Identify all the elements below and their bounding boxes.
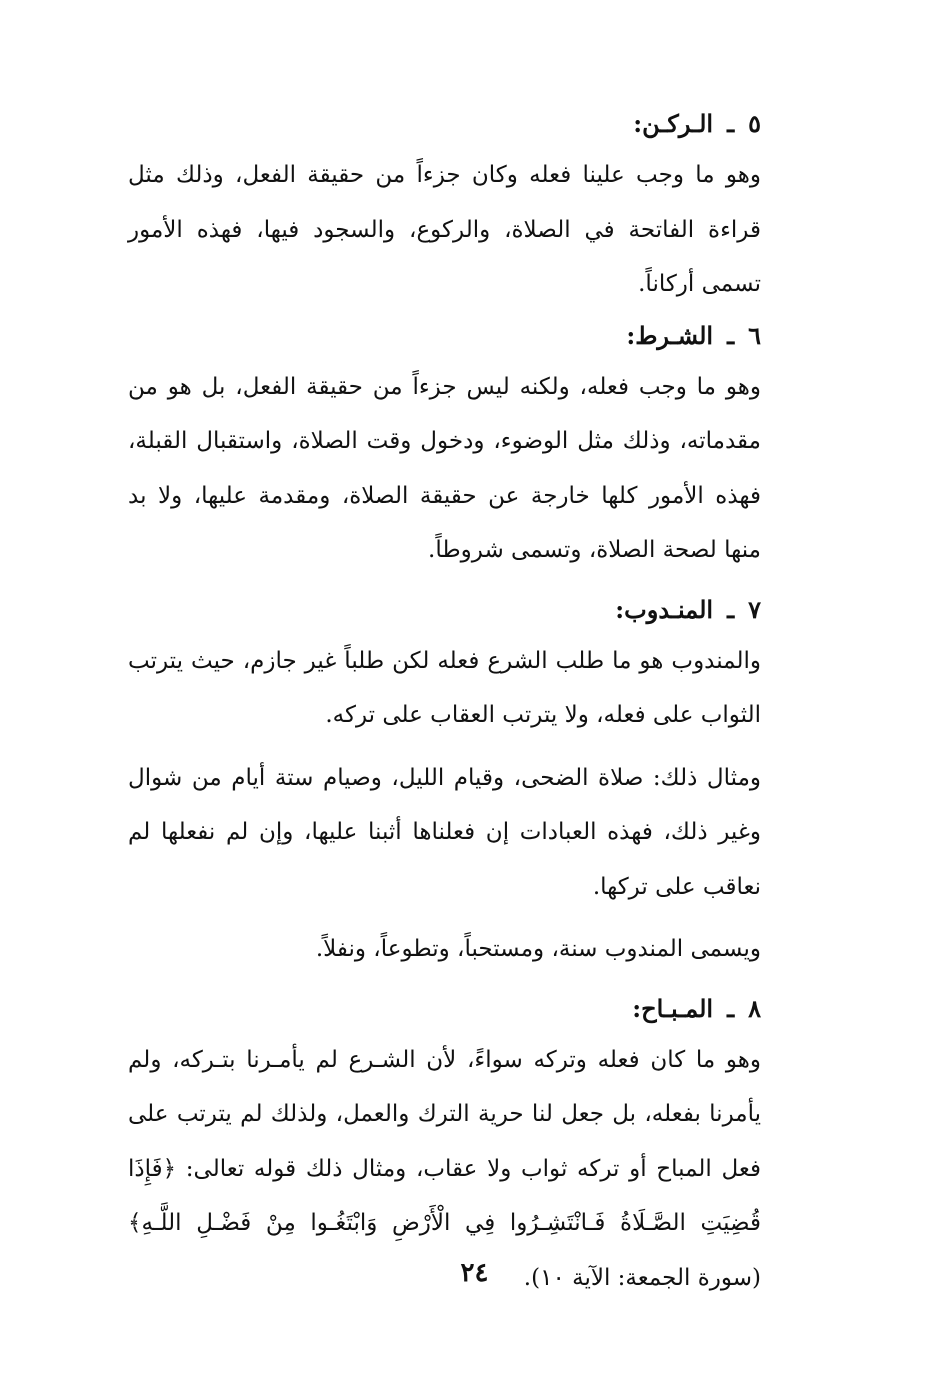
section-heading — [128, 100, 761, 148]
paragraph: وهو ما وجب فعله، ولكنه ليس جزءاً من حقيقة الفعل، بل هو من مقدماته، وذلك مثل الوضوء، ودخول وقت الصلاة، واستقبال القبلة، فهذه الأمور كلها خارجة عن حقيقة الصلاة، ومقدمة عليها، ولا بد منها لصحة الصلاة، وتسمى شروطاً. — [128, 373, 761, 563]
paragraph: وهو ما كان فعله وتركه سواءً، لأن الشـرع لم يأمـرنا بتـركه، ولم يأمرنا بفعله، بل جعل لنا حرية الترك والعمل، ولذلك لم يترتب على فعل المباح أو تركه ثواب ولا عقاب، ومثال ذلك قوله تعالى: ﴿فَإِذَا قُضِيَتِ الصَّـلَاةُ فَـانْتَشِـرُوا فِي الْأَرْضِ وَابْتَغُـوا مِنْ فَضْـلِ اللَّـهِ﴾ (سورة الجمعة: الآية ١٠). — [128, 1046, 761, 1291]
section-heading — [128, 312, 761, 360]
section-title: الشـرط: — [626, 320, 714, 350]
page-body — [128, 100, 761, 1305]
section-dash: ـ — [727, 109, 735, 138]
section-dash: ـ — [727, 993, 735, 1023]
section-title: المنـدوب: — [615, 594, 714, 624]
paragraph: ويسمى المندوب سنة، ومستحباً، وتطوعاً، ونفلاً. — [315, 936, 761, 962]
paragraph: والمندوب هو ما طلب الشرع فعله لكن طلباً غير جازم، حيث يترتب الثواب على فعله، ولا يترتب العقاب على تركه. — [128, 647, 761, 728]
paragraph: ومثال ذلك: صلاة الضحى، وقيام الليل، وصيام ستة أيام من شوال وغير ذلك، فهذه العبادات إن فعلناها أثبنا عليها، وإن لم نفعلها لم نعاقب على تركها. — [128, 764, 761, 900]
section-dash: ـ — [727, 594, 735, 624]
page-number: ٢٤ — [460, 1258, 489, 1288]
section-heading — [128, 586, 761, 634]
section-number: ٦ — [748, 320, 761, 350]
paragraph: وهو ما وجب علينا فعله وكان جزءاً من حقيقة الفعل، وذلك مثل قراءة الفاتحة في الصلاة، والركوع، والسجود فيها، فهذه الأمور تسمى أركاناً. — [128, 162, 761, 297]
section-number: ٧ — [748, 594, 761, 624]
section-dash: ـ — [727, 320, 735, 350]
section-title: المـبـاح: — [632, 993, 714, 1023]
section-title: الـركـن: — [633, 109, 714, 138]
section-number: ٥ — [748, 109, 761, 138]
section-number: ٨ — [748, 993, 761, 1023]
section-heading — [128, 985, 761, 1033]
